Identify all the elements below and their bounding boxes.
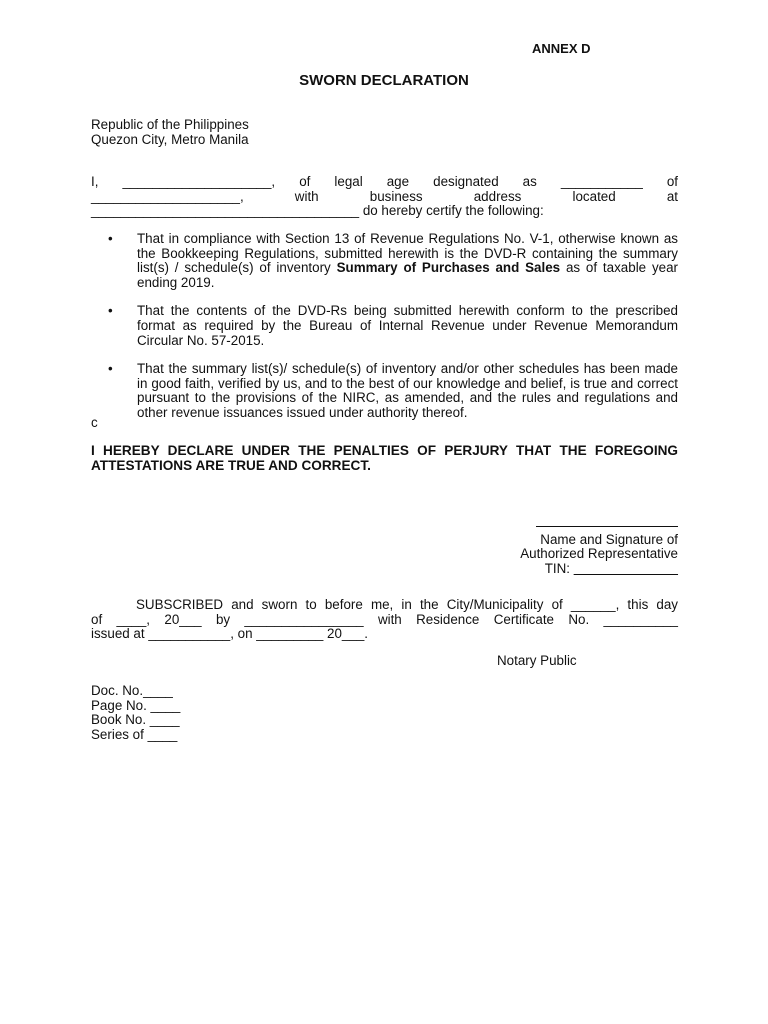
location-block — [91, 118, 249, 147]
certification-text: That the contents of the DVD-Rs being submitted herewith conform to the prescribed format as required by the Bureau of Internal Revenue under Revenue Memorandum Circular No. 57-2015. — [137, 303, 678, 348]
notarial-register — [91, 684, 180, 742]
jurat-line-3: issued at ___________, on _________ 20___. — [91, 626, 368, 642]
bullet-marker: • — [108, 303, 113, 319]
location-city: Quezon City, Metro Manila — [91, 131, 249, 147]
intro-line-1: I, ____________________, of legal age designated as ___________ of — [91, 174, 678, 189]
certification-item — [108, 304, 678, 348]
signature-role: Authorized Representative — [520, 546, 678, 562]
intro-line-2: ____________________, with business address located at — [91, 188, 678, 204]
tin-blank: ______________ — [573, 560, 678, 576]
jurat-paragraph — [91, 598, 678, 642]
bullet-marker: • — [108, 231, 113, 246]
certification-list — [108, 232, 678, 435]
certification-item — [108, 232, 678, 290]
page-no-field: Page No. ____ — [91, 697, 181, 713]
tin-label: TIN: — [544, 560, 570, 576]
annex-label: ANNEX D — [532, 41, 591, 56]
certification-emphasis: Summary of Purchases and Sales — [336, 260, 561, 276]
jurat-line-1: SUBSCRIBED and sworn to before me, in the City/Municipality of ______, this day — [136, 597, 678, 612]
certification-text-end: as of taxable year ending 2019. — [137, 260, 678, 290]
bullet-marker: • — [108, 361, 113, 377]
book-no-field: Book No. ____ — [91, 712, 180, 728]
signature-block — [420, 514, 678, 576]
series-field: Series of ____ — [91, 726, 178, 742]
notary-label: Notary Public — [497, 653, 577, 668]
certification-item — [108, 362, 678, 420]
jurat-line-2: of ____, 20___ by ________________ with Residence Certificate No. __________ — [91, 611, 678, 627]
stray-character: c — [91, 415, 98, 430]
signature-label: Name and Signature of — [540, 531, 678, 547]
doc-no-field: Doc. No.____ — [91, 683, 173, 698]
location-country: Republic of the Philippines — [91, 117, 249, 132]
certification-text: That in compliance with Section 13 of Revenue Regulations No. V-1, otherwise known as the Bookkeeping Regulations, submitted herewith is the DVD-R containing the summary list(s) / schedule(s) of inventory — [137, 231, 678, 276]
intro-paragraph — [91, 175, 678, 219]
page-title: SWORN DECLARATION — [299, 72, 469, 89]
signature-line — [536, 514, 678, 527]
certification-text: That the summary list(s)/ schedule(s) of inventory and/or other schedules has been made in good faith, verified by us, and to the best of our knowledge and belief, is true and correct pursuant to the provisions of the NIRC, as amended, and the rules and regulations and other revenue issuances issued under authority thereof. — [137, 361, 678, 420]
perjury-declaration: I HEREBY DECLARE UNDER THE PENALTIES OF PERJURY THAT THE FOREGOING ATTESTATIONS ARE TRUE AND CORRECT. — [91, 443, 678, 473]
intro-line-3: ____________________________________ do hereby certify the following: — [91, 203, 544, 219]
tin-row — [420, 562, 678, 577]
